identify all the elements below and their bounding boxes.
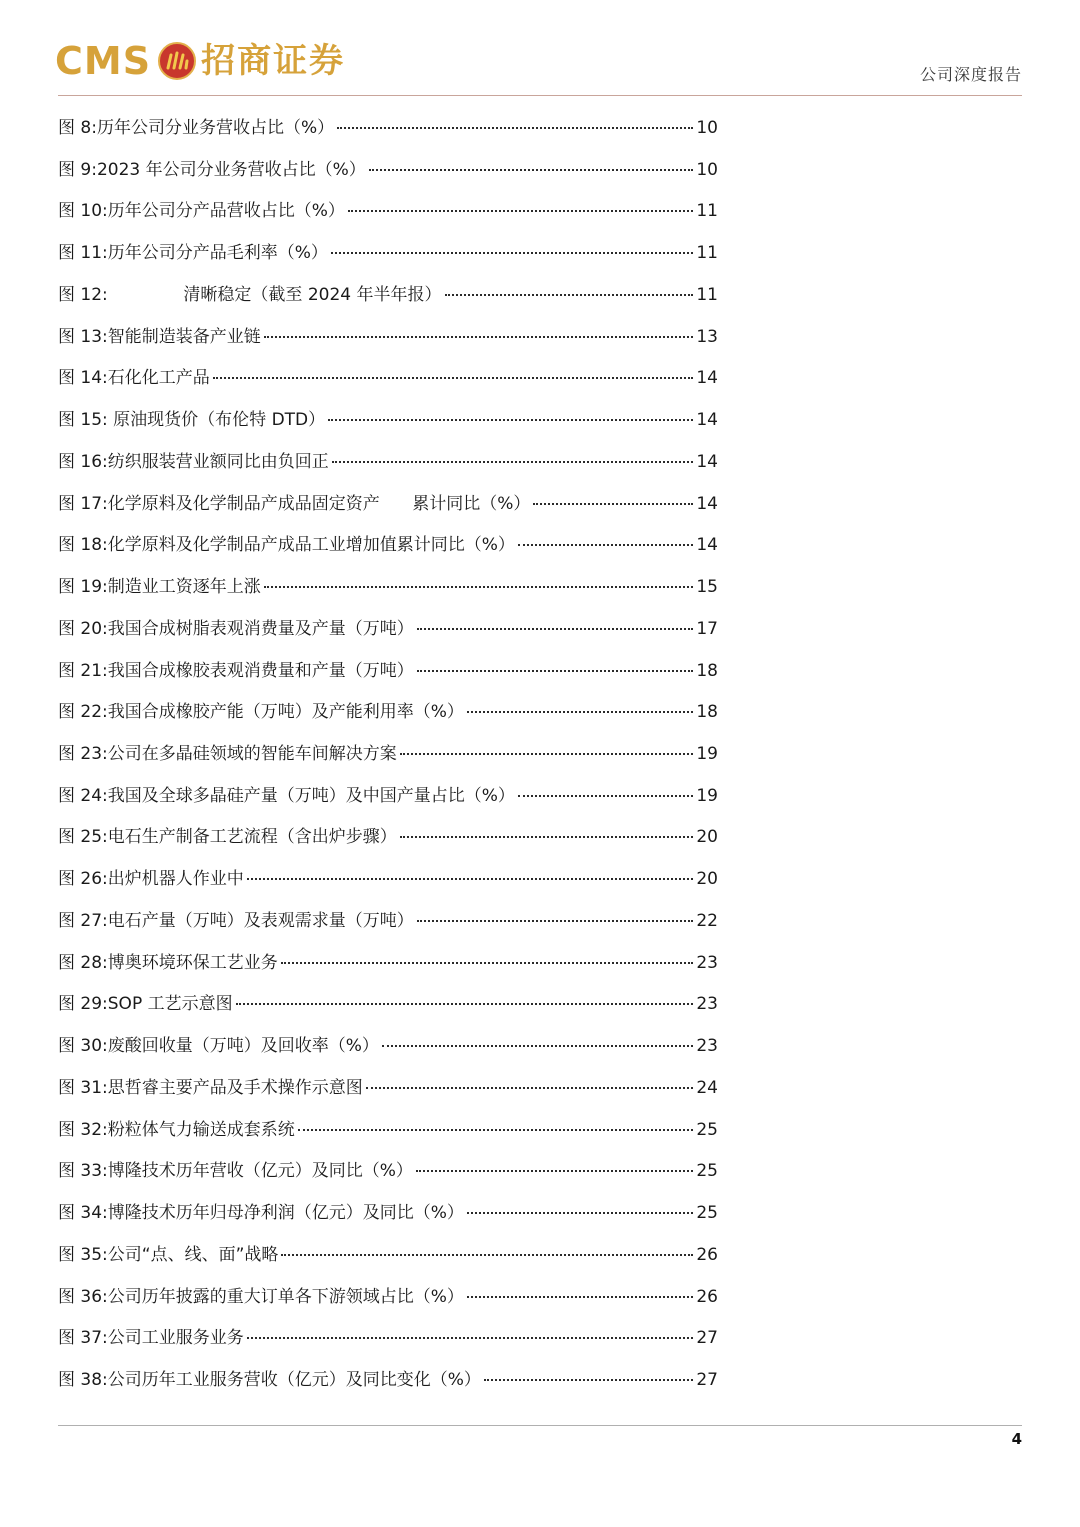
toc-figure-label: 图 35: bbox=[58, 1244, 108, 1265]
toc-entry[interactable] bbox=[58, 1193, 718, 1235]
toc-dot-leader bbox=[467, 1295, 693, 1298]
page-header bbox=[0, 0, 1080, 100]
toc-page-number: 26 bbox=[696, 1286, 718, 1307]
toc-figure-label: 图 8: bbox=[58, 118, 97, 138]
toc-dot-leader bbox=[247, 877, 694, 880]
toc-figure-label: 图 12: bbox=[58, 284, 108, 305]
toc-page-number: 14 bbox=[696, 451, 718, 472]
toc-page-number: 14 bbox=[696, 493, 718, 514]
toc-dot-leader bbox=[264, 585, 694, 588]
toc-dot-leader bbox=[533, 502, 693, 505]
toc-page-number: 19 bbox=[696, 785, 718, 806]
toc-figure-title: 出炉机器人作业中 bbox=[107, 869, 244, 890]
toc-dot-leader bbox=[247, 1336, 694, 1339]
toc-dot-leader bbox=[236, 1002, 694, 1005]
toc-page-number: 10 bbox=[696, 118, 718, 138]
logo-emblem-icon bbox=[157, 41, 197, 81]
toc-figure-label: 图 30: bbox=[58, 1036, 108, 1057]
toc-dot-leader bbox=[332, 460, 694, 463]
toc-page-number: 17 bbox=[696, 618, 718, 639]
toc-dot-leader bbox=[369, 168, 694, 171]
toc-figure-title: 化学原料及化学制品产成品固定资产 累计同比（%） bbox=[107, 493, 531, 514]
toc-entry[interactable] bbox=[58, 1318, 718, 1360]
toc-dot-leader bbox=[298, 1128, 694, 1131]
toc-page-number: 11 bbox=[696, 284, 718, 305]
toc-page-number: 18 bbox=[696, 702, 718, 723]
toc-figure-title: 公司历年工业服务营收（亿元）及同比变化（%） bbox=[107, 1370, 481, 1391]
toc-entry[interactable] bbox=[58, 1026, 718, 1068]
toc-page-number: 15 bbox=[696, 577, 718, 598]
toc-dot-leader bbox=[467, 1211, 693, 1214]
toc-entry[interactable] bbox=[58, 609, 718, 651]
report-type-label: 公司深度报告 bbox=[919, 65, 1022, 84]
toc-figure-title: SOP 工艺示意图 bbox=[107, 994, 233, 1015]
toc-dot-leader bbox=[328, 418, 693, 421]
toc-figure-title: 我国合成橡胶产能（万吨）及产能利用率（%） bbox=[107, 702, 464, 723]
toc-figure-label: 图 32: bbox=[58, 1119, 108, 1140]
toc-figure-title: 公司历年披露的重大订单各下游领域占比（%） bbox=[107, 1286, 464, 1307]
toc-figure-title: 我国及全球多晶硅产量（万吨）及中国产量占比（%） bbox=[107, 785, 515, 806]
figure-index-list bbox=[58, 108, 718, 1402]
toc-page-number: 18 bbox=[696, 660, 718, 681]
toc-figure-title: 废酸回收量（万吨）及回收率（%） bbox=[107, 1036, 379, 1057]
toc-figure-title: 2023 年公司分业务营收占比（%） bbox=[96, 159, 366, 180]
toc-figure-label: 图 18: bbox=[58, 535, 108, 556]
toc-entry[interactable] bbox=[58, 1235, 718, 1277]
toc-page-number: 25 bbox=[696, 1203, 718, 1224]
toc-page-number: 25 bbox=[696, 1161, 718, 1182]
toc-figure-title: 电石产量（万吨）及表观需求量（万吨） bbox=[107, 910, 414, 931]
toc-figure-label: 图 33: bbox=[58, 1161, 108, 1182]
toc-figure-title: 公司在多晶硅领域的智能车间解决方案 bbox=[107, 744, 397, 765]
toc-dot-leader bbox=[366, 1086, 694, 1089]
toc-figure-label: 图 23: bbox=[58, 744, 108, 765]
toc-figure-title: 我国合成树脂表观消费量及产量（万吨） bbox=[107, 618, 414, 639]
toc-entry[interactable] bbox=[58, 191, 718, 233]
toc-dot-leader bbox=[348, 209, 693, 212]
toc-figure-label: 图 9: bbox=[58, 159, 97, 180]
toc-page-number: 20 bbox=[696, 869, 718, 890]
toc-figure-title: 历年公司分业务营收占比（%） bbox=[96, 118, 335, 138]
toc-entry[interactable] bbox=[58, 776, 718, 818]
toc-entry[interactable] bbox=[58, 358, 718, 400]
toc-figure-title: 公司工业服务业务 bbox=[107, 1328, 244, 1349]
toc-dot-leader bbox=[281, 961, 694, 964]
toc-figure-label: 图 29: bbox=[58, 994, 108, 1015]
toc-figure-title: 纺织服装营业额同比由负回正 bbox=[107, 451, 329, 472]
toc-dot-leader bbox=[331, 251, 693, 254]
toc-page-number: 26 bbox=[696, 1244, 718, 1265]
toc-dot-leader bbox=[400, 835, 694, 838]
header-divider bbox=[58, 95, 1022, 96]
toc-page-number: 14 bbox=[696, 368, 718, 389]
toc-figure-label: 图 26: bbox=[58, 869, 108, 890]
toc-dot-leader bbox=[445, 293, 694, 296]
toc-dot-leader bbox=[382, 1044, 693, 1047]
toc-figure-title: 历年公司分产品毛利率（%） bbox=[107, 243, 328, 264]
toc-entry[interactable] bbox=[58, 233, 718, 275]
toc-figure-label: 图 20: bbox=[58, 618, 108, 639]
toc-figure-title: 历年公司分产品营收占比（%） bbox=[107, 201, 345, 222]
toc-figure-title: 公司“点、线、面”战略 bbox=[107, 1244, 279, 1265]
logo-chinese-text: 招商证券 bbox=[201, 41, 346, 81]
toc-figure-label: 图 25: bbox=[58, 827, 108, 848]
toc-figure-title: 制造业工资逐年上涨 bbox=[107, 577, 261, 598]
toc-figure-label: 图 19: bbox=[58, 577, 108, 598]
toc-dot-leader bbox=[417, 669, 694, 672]
toc-entry[interactable] bbox=[58, 1110, 718, 1152]
toc-entry[interactable] bbox=[58, 692, 718, 734]
toc-entry[interactable] bbox=[58, 651, 718, 693]
toc-figure-label: 图 11: bbox=[58, 243, 108, 264]
toc-figure-label: 图 31: bbox=[58, 1077, 108, 1098]
toc-page-number: 10 bbox=[696, 159, 718, 180]
toc-entry[interactable] bbox=[58, 400, 718, 442]
toc-figure-title: 博奥环境环保工艺业务 bbox=[107, 952, 278, 973]
toc-figure-title: 粉粒体气力输送成套系统 bbox=[107, 1119, 295, 1140]
toc-figure-title: 原油现货价（布伦特 DTD） bbox=[107, 410, 326, 431]
toc-page-number: 22 bbox=[696, 910, 718, 931]
toc-dot-leader bbox=[484, 1378, 693, 1381]
toc-page-number: 27 bbox=[696, 1328, 718, 1349]
toc-figure-title: 电石生产制备工艺流程（含出炉步骤） bbox=[107, 827, 397, 848]
toc-dot-leader bbox=[416, 1169, 693, 1172]
toc-figure-label: 图 17: bbox=[58, 493, 108, 514]
toc-figure-label: 图 36: bbox=[58, 1286, 108, 1307]
toc-page-number: 19 bbox=[696, 744, 718, 765]
toc-page-number: 11 bbox=[696, 243, 718, 264]
toc-page-number: 13 bbox=[696, 326, 718, 347]
toc-figure-title: 我国合成橡胶表观消费量和产量（万吨） bbox=[107, 660, 414, 681]
toc-figure-label: 图 28: bbox=[58, 952, 108, 973]
toc-entry[interactable] bbox=[58, 734, 718, 776]
logo-latin-text: CMS bbox=[55, 39, 152, 83]
toc-figure-title: 智能制造装备产业链 bbox=[107, 326, 261, 347]
toc-entry[interactable] bbox=[58, 1360, 718, 1402]
toc-entry[interactable] bbox=[58, 901, 718, 943]
toc-figure-title: 石化化工产品 bbox=[107, 368, 210, 389]
toc-figure-label: 图 13: bbox=[58, 326, 108, 347]
toc-entry[interactable] bbox=[58, 275, 718, 317]
toc-figure-label: 图 16: bbox=[58, 451, 108, 472]
toc-dot-leader bbox=[213, 376, 694, 379]
toc-dot-leader bbox=[264, 335, 694, 338]
toc-figure-title: 博隆技术历年归母净利润（亿元）及同比（%） bbox=[107, 1203, 464, 1224]
toc-figure-label: 图 15: bbox=[58, 410, 108, 431]
toc-figure-label: 图 14: bbox=[58, 368, 108, 389]
toc-figure-label: 图 27: bbox=[58, 910, 108, 931]
toc-entry[interactable] bbox=[58, 525, 718, 567]
toc-dot-leader bbox=[400, 752, 694, 755]
toc-entry[interactable] bbox=[58, 984, 718, 1026]
toc-entry[interactable] bbox=[58, 1277, 718, 1319]
toc-page-number: 23 bbox=[696, 952, 718, 973]
toc-figure-label: 图 21: bbox=[58, 660, 108, 681]
toc-figure-label: 图 38: bbox=[58, 1370, 108, 1391]
toc-entry[interactable] bbox=[58, 817, 718, 859]
toc-dot-leader bbox=[281, 1253, 693, 1256]
toc-figure-title: 博隆技术历年营收（亿元）及同比（%） bbox=[107, 1161, 413, 1182]
toc-dot-leader bbox=[518, 794, 693, 797]
toc-page-number: 23 bbox=[696, 1036, 718, 1057]
toc-figure-label: 图 10: bbox=[58, 201, 108, 222]
cms-logo bbox=[55, 36, 345, 86]
toc-entry[interactable] bbox=[58, 567, 718, 609]
toc-figure-title: 清晰稳定（截至 2024 年半年报） bbox=[107, 284, 442, 305]
toc-page-number: 23 bbox=[696, 994, 718, 1015]
toc-entry[interactable] bbox=[58, 1068, 718, 1110]
page-number: 4 bbox=[1011, 1430, 1022, 1448]
toc-entry[interactable] bbox=[58, 150, 718, 192]
toc-figure-title: 思哲睿主要产品及手术操作示意图 bbox=[107, 1077, 363, 1098]
toc-entry[interactable] bbox=[58, 1151, 718, 1193]
toc-page-number: 11 bbox=[696, 201, 718, 222]
toc-figure-label: 图 22: bbox=[58, 702, 108, 723]
toc-page-number: 25 bbox=[696, 1119, 718, 1140]
toc-dot-leader bbox=[417, 919, 694, 922]
toc-figure-title: 化学原料及化学制品产成品工业增加值累计同比（%） bbox=[107, 535, 515, 556]
footer-divider bbox=[58, 1425, 1022, 1426]
toc-entry[interactable] bbox=[58, 484, 718, 526]
toc-entry[interactable] bbox=[58, 859, 718, 901]
toc-page-number: 27 bbox=[696, 1370, 718, 1391]
toc-dot-leader bbox=[518, 543, 693, 546]
toc-entry[interactable] bbox=[58, 108, 718, 150]
toc-entry[interactable] bbox=[58, 317, 718, 359]
toc-dot-leader bbox=[417, 627, 694, 630]
toc-figure-label: 图 34: bbox=[58, 1203, 108, 1224]
toc-dot-leader bbox=[337, 126, 693, 129]
toc-dot-leader bbox=[467, 710, 693, 713]
toc-page-number: 24 bbox=[696, 1077, 718, 1098]
toc-page-number: 20 bbox=[696, 827, 718, 848]
toc-page-number: 14 bbox=[696, 410, 718, 431]
toc-figure-label: 图 24: bbox=[58, 785, 108, 806]
toc-entry[interactable] bbox=[58, 442, 718, 484]
toc-figure-label: 图 37: bbox=[58, 1328, 108, 1349]
toc-page-number: 14 bbox=[696, 535, 718, 556]
toc-entry[interactable] bbox=[58, 943, 718, 985]
